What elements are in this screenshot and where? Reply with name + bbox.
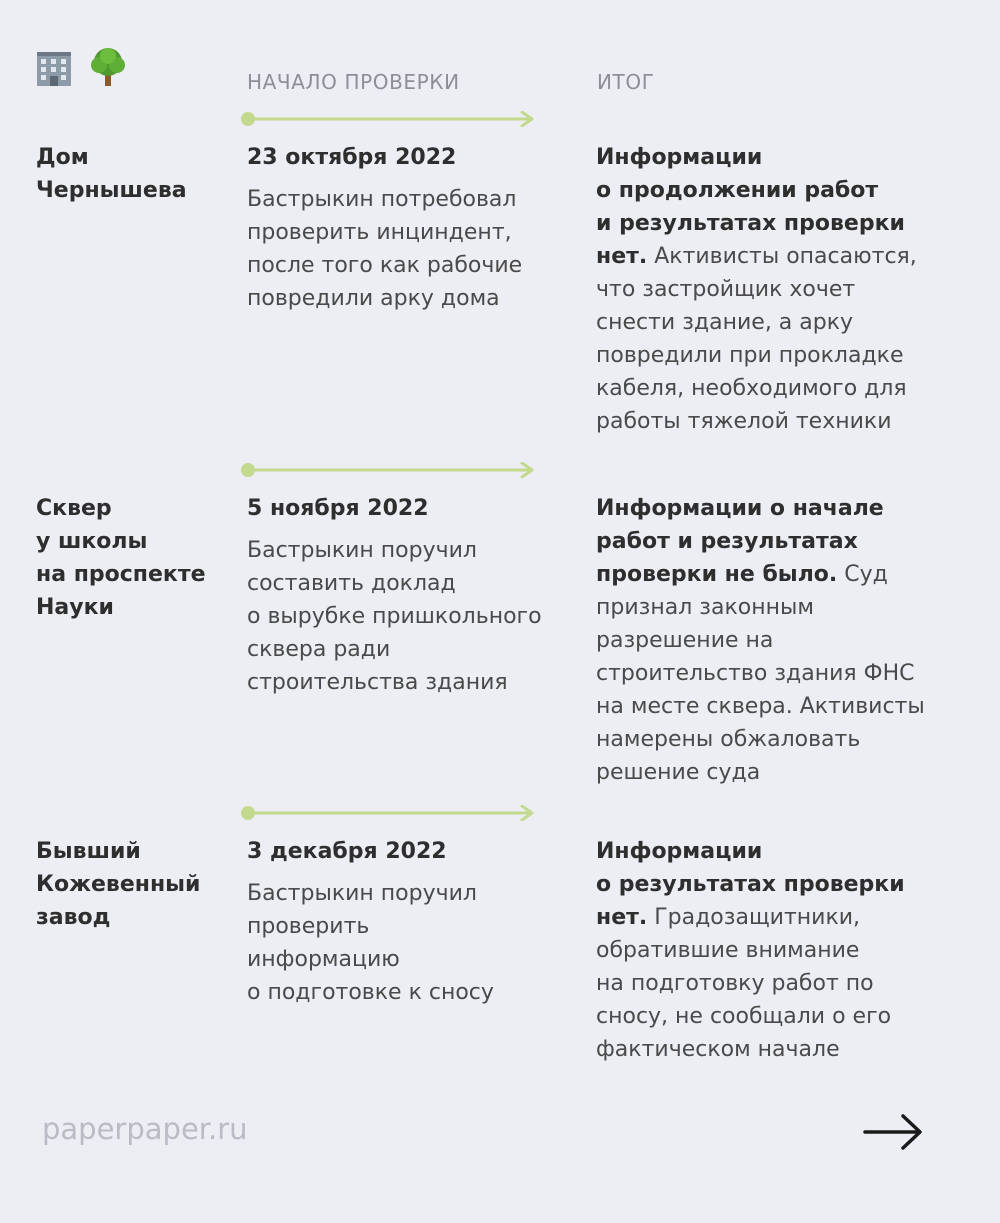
- timeline-arrow: [240, 805, 540, 821]
- site-url[interactable]: paperpaper.ru: [42, 1112, 248, 1146]
- result-details: Суд признал законным разрешение на строительство здания ФНС на месте сквера. Активисты намерены обжаловать решение суда: [596, 562, 925, 785]
- check-start-date: 5 ноября 2022: [247, 496, 429, 521]
- check-start-date: 3 декабря 2022: [247, 839, 447, 864]
- timeline-arrow: [240, 462, 540, 478]
- check-description: Бастрыкин поручил проверить информацию о подготовке к сносу: [247, 881, 494, 1005]
- object-name: Бывший Кожевенный завод: [36, 839, 201, 930]
- column-header-start: НАЧАЛО ПРОВЕРКИ: [247, 70, 460, 94]
- right-arrow-icon[interactable]: [862, 1112, 924, 1152]
- check-result: [596, 141, 976, 438]
- check-result: [596, 835, 976, 1066]
- timeline-arrow: [240, 111, 540, 127]
- result-details: Градозащитники, обратившие внимание на подготовку работ по сносу, не сообщали о его фактическом начале: [596, 905, 892, 1062]
- object-name: Сквер у школы на проспекте Науки: [36, 496, 206, 620]
- object-name: Дом Чернышева: [36, 145, 187, 203]
- check-description: Бастрыкин потребовал проверить инциндент, после того как рабочие повредили арку дома: [247, 187, 523, 311]
- check-start-date: 23 октября 2022: [247, 145, 457, 170]
- check-description: Бастрыкин поручил составить доклад о вырубке пришкольного сквера ради строительства здания: [247, 538, 542, 695]
- result-details: Активисты опасаются, что застройщик хочет снести здание, а арку повредили при прокладке кабеля, необходимого для работы тяжелой техники: [596, 244, 917, 434]
- deciduous-tree-icon: [88, 46, 128, 88]
- check-result: [596, 492, 976, 789]
- column-header-result: ИТОГ: [597, 70, 655, 94]
- result-highlight: Информации о результатах проверки нет.: [596, 839, 905, 930]
- result-highlight: Информации о продолжении работ и результатах проверки нет.: [596, 145, 905, 269]
- result-highlight: Информации о начале работ и результатах проверки не было.: [596, 496, 884, 587]
- header-icons: [34, 46, 128, 88]
- office-building-icon: [34, 46, 74, 88]
